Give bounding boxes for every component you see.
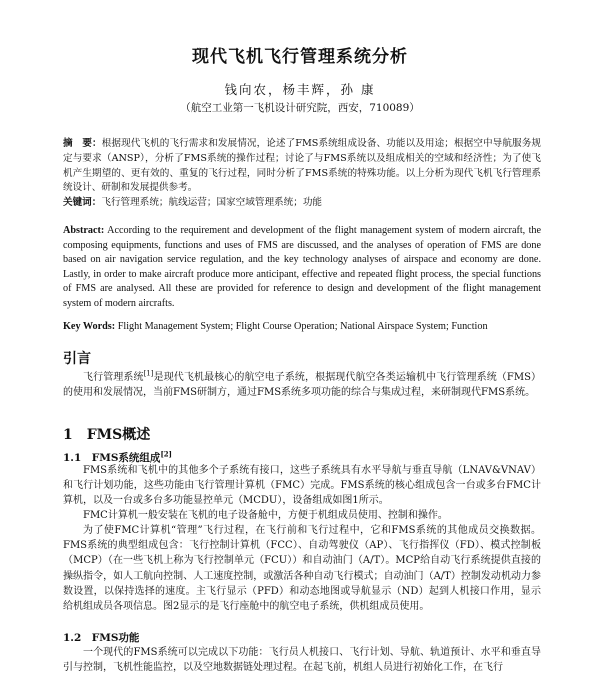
abstract-en-text: According to the requirement and development of the flight management system of modern aircraft, the composing equipments, functions and uses of FMS are discussed, and the analyses of operation of FMS are done based on air navigation service regulation, and the key technology analyses of airspace and economy are done. Lastly, in order to make aircraft produce more anticipant, effective and repeated flight process, the special functions of FMS are analysed. All these are provided for reference to design and development of the flight management system of modern aircrafts. xyxy=(63,225,542,309)
keywords-cn-text: 飞行管理系统；航线运营；国家空域管理系统；功能 xyxy=(101,197,323,208)
section11-paragraph-1: FMS系统和飞机中的其他多个子系统有接口，这些子系统具有水平导航与垂直导航（LNAV&VNAV）和飞行计划功能，这些功能由飞行管理计算机（FMC）完成。FMS系统的核心组成包含一台或多台FMC计算机，以及一台或多台多功能显控单元（MCDU），设备组成如图1所示。 xyxy=(63,465,541,507)
section12-paragraph-1: 一个现代的FMS系统可以完成以下功能：飞行员人机接口、飞行计划、导航、轨道预计、水平和垂直导引与控制，飞机性能监控，以及空地数据链处理过程。在起飞前，机组人员进行初始化工作，在飞行 xyxy=(63,647,541,673)
section11-heading-text: 1.1 FMS系统组成 xyxy=(63,452,161,464)
paper-authors: 钱向农，杨丰辉，孙 康 xyxy=(224,82,376,97)
section1-heading: 1 FMS概述 xyxy=(63,427,151,443)
keywords-en xyxy=(63,320,541,335)
intro-paragraph xyxy=(63,370,541,400)
intro-ref: [1] xyxy=(143,369,154,378)
paper-affiliation: （航空工业第一飞机设计研究院，西安，710089） xyxy=(180,102,420,114)
section11-ref: [2] xyxy=(160,449,172,459)
section11-paragraph-3: 为了使FMC计算机“管理”飞行过程，在飞行前和飞行过程中，它和FMS系统的其他成员交换数据。FMS系统的典型组成包含：飞行控制计算机（FCC）、自动驾驶仪（AP）、飞行指挥仪（FD）、模式控制板（MCP）（在一些飞机上称为飞行控制单元（FCU））和自动油门（A/T）。MCP给自动飞行系统提供直接的操纵指令，如人工航向控制、人工速度控制，或激活各种自动飞行模式；自动油门（A/T）控制发动机动力参数设置，以保持选择的速度。主飞行显示（PFD）和动态地图或导航显示（ND）起到人机接口作用，显示给机组成员各项信息。图2显示的是飞行座舱中的航空电子系统，供机组成员使用。 xyxy=(63,525,541,613)
intro-text-b: 是现代飞机最核心的航空电子系统，根据现代航空各类运输机中飞行管理系统（FMS）的使用和发展情况，当前FMS研制方，通过FMS系统多项功能的综合与集成过程，来研制现代FMS系统。 xyxy=(63,372,542,398)
abstract-cn-text: 根据现代飞机的飞行需求和发展情况，论述了FMS系统组成设备、功能以及用途；根据空中导航服务规定与要求（ANSP），分析了FMS系统的操作过程；讨论了与FMS系统以及组成相关的空域和经济性；为了使飞机产生期望的、更有效的、重复的飞行过程，同时分析了FMS系统的特殊功能。以上分析为现代飞机飞行管理系统设计、研制和发展提供参考。 xyxy=(63,138,541,194)
abstract-cn-label: 摘 要： xyxy=(63,138,102,149)
abstract-en xyxy=(63,224,541,312)
abstract-cn xyxy=(63,137,541,196)
keywords-cn xyxy=(63,196,541,211)
paper-title: 现代飞机飞行管理系统分析 xyxy=(192,47,408,67)
keywords-en-label: Key Words: xyxy=(63,321,116,332)
intro-heading: 引言 xyxy=(63,351,91,367)
section11-paragraph-2: FMC计算机一般安装在飞机的电子设备舱中，方便于机组成员使用、控制和操作。 xyxy=(83,510,448,521)
intro-text-a: 飞行管理系统 xyxy=(83,372,144,383)
keywords-en-text: Flight Management System; Flight Course Operation; National Airspace System; Function xyxy=(117,321,488,332)
keywords-cn-label: 关键词： xyxy=(63,197,102,208)
abstract-en-label: Abstract: xyxy=(63,225,105,236)
section12-heading: 1.2 FMS功能 xyxy=(63,632,140,644)
